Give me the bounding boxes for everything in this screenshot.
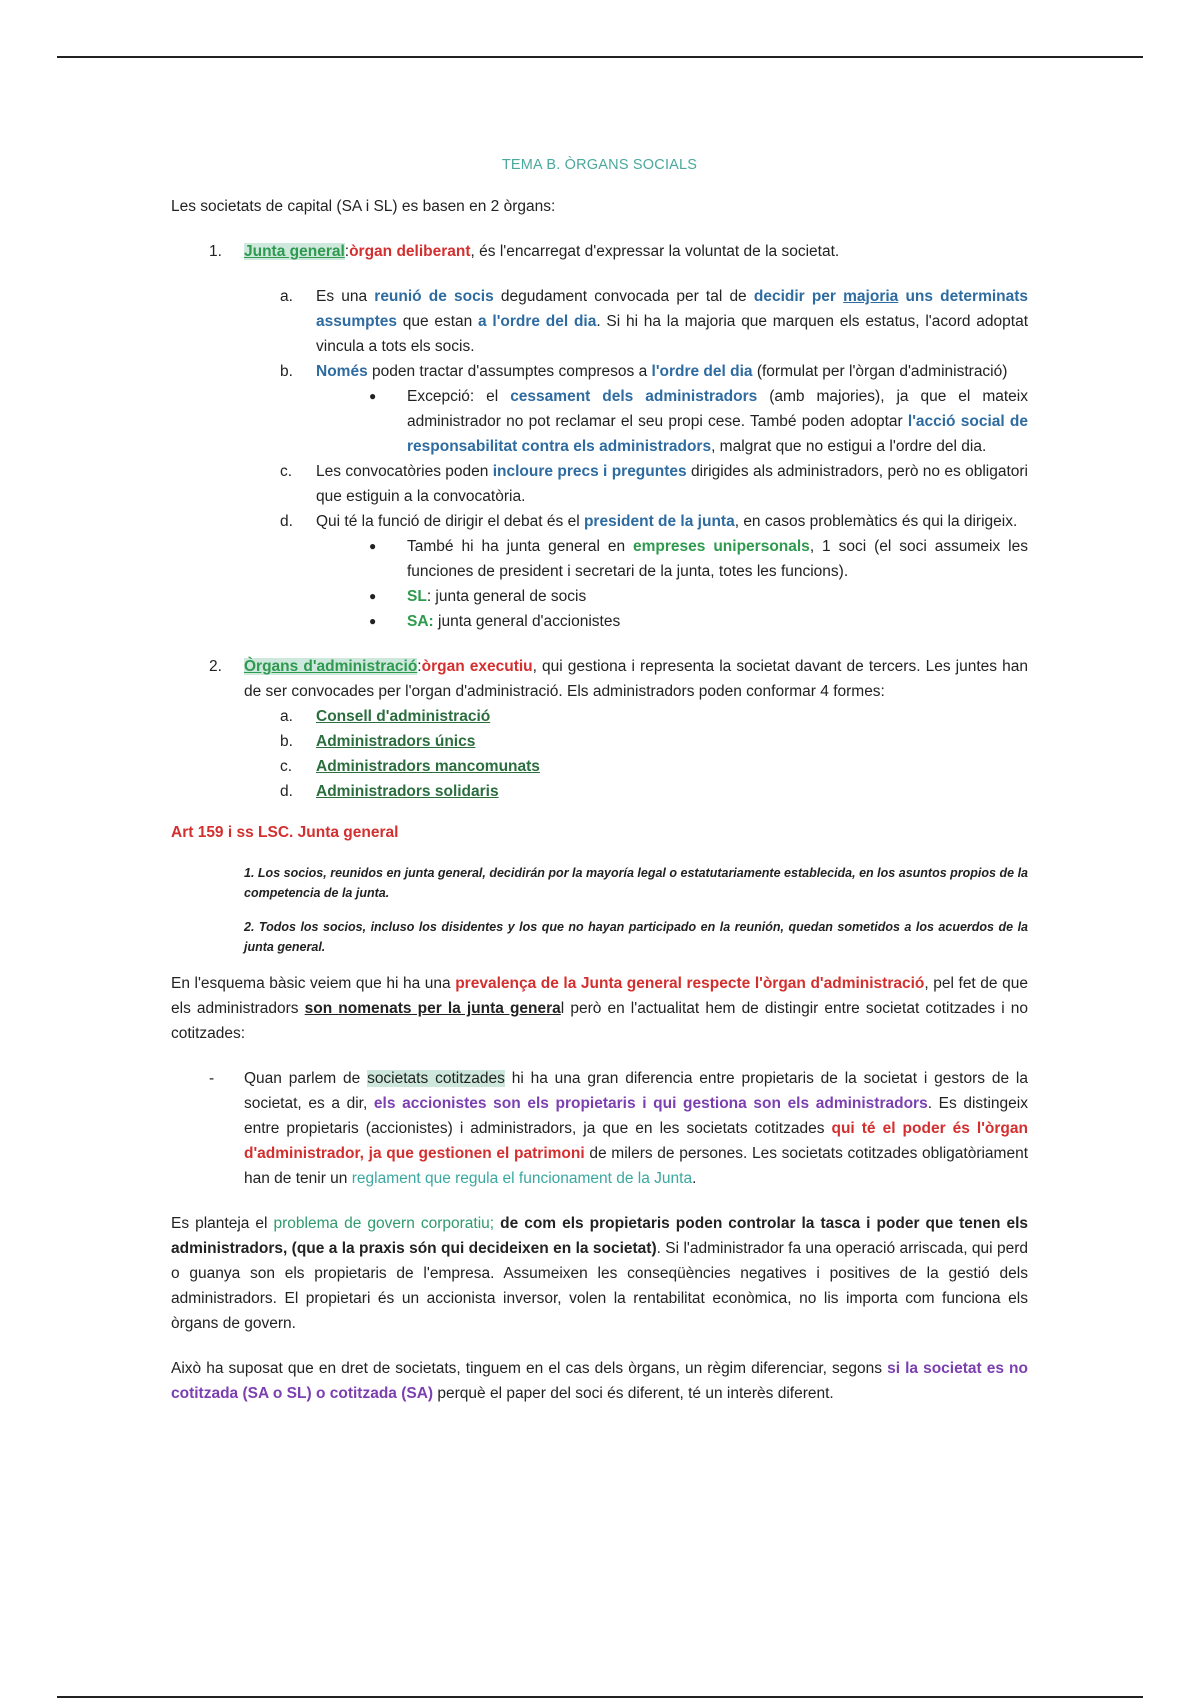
- form-item: d. Administradors solidaris: [280, 783, 499, 800]
- page-title: TEMA B. ÒRGANS SOCIALS: [501, 157, 698, 173]
- paragraph-prevalenca: En l'esquema bàsic veiem que hi ha una prevalença de la Junta general respecte l'òrgan d'administració, pel fet de que els administradors son nomenats per la junta general però en l'actualitat hem de distingir entre societat cotitzades i no cotitzades:: [171, 975, 1028, 1042]
- list-item-d: d. Qui té la funció de dirigir el debat és el president de la junta, en casos problemàtics és qui la dirigeix.: [280, 513, 1018, 530]
- list-item-junta-general: 1. Junta general:òrgan deliberant, és l'encarregat d'expressar la voluntat de la societat.: [171, 239, 1028, 264]
- document-page: [171, 150, 1028, 1406]
- bullet-icon: ●: [369, 614, 377, 628]
- paragraph-govern-corporatiu: Es planteja el problema de govern corporatiu; de com els propietaris poden controlar la tasca i poder que tenen els administradors, (que a la praxis són qui decideixen en la societat). Si l'administrador fa una operació arriscada, qui perd o guanya son els propietaris de l'empresa. Assumeixen les conseqüències negatives i positives de la gestió dels administradors. El propietari és un accionista inversor, volen la rentabilitat econòmica, no lis importa com funciona els òrgans de govern.: [171, 1215, 1029, 1332]
- form-item: a. Consell d'administració: [280, 708, 491, 725]
- list-item-a: a. Es una reunió de socis degudament convocada per tal de decidir per majoria uns determinats assumptes que estan a l'ordre del dia. Si hi ha la majoria que marquen els estatus, l'acord adoptat vincula a tots els socis.: [280, 288, 1029, 355]
- intro-paragraph: Les societats de capital (SA i SL) es basen en 2 òrgans:: [171, 198, 556, 215]
- list-item-c: c. Les convocatòries poden incloure precs i preguntes dirigides als administradors, però no es obligatori que estiguin a la convocatòria.: [280, 463, 1028, 505]
- legal-quote-1: 1. Los socios, reunidos en junta general, decidirán por la mayoría legal o estatutariamente establecida, en los asuntos propios de la competencia de la junta.: [244, 866, 1028, 900]
- dash-item-societats-cotitzades: - Quan parlem de societats cotitzades hi ha una gran diferencia entre propietaris de la societat i gestors de la societat, es a dir, els accionistes son els propietaris i qui gestiona son els administradors. Es distingeix entre propietaris (accionistes) i administradors, ja que en les societats cotitzades qui té el poder és l'òrgan d'administrador, ja que gestionen el patrimoni de milers de persones. Les societats cotitzades obligatòriament han de tenir un reglament que regula el funcionament de la Junta.: [209, 1070, 1029, 1187]
- bullet-unipersonals: ● També hi ha junta general en empreses unipersonals, 1 soci (el soci assumeix les funciones de president i secretari de la junta, totes les funcions).: [171, 534, 1028, 584]
- section-heading-art-159: Art 159 i ss LSC. Junta general: [171, 824, 399, 841]
- header-rule: [57, 56, 1143, 58]
- bullet-icon: ●: [369, 389, 377, 403]
- list-number: 1.: [209, 243, 222, 260]
- list-item-organs-administracio: 2. Òrgans d'administració:òrgan executiu, qui gestiona i representa la societat davant de tercers. Les juntes han de ser convocades per l'organ d'administració. Els administradors poden conformar 4 formes:: [209, 658, 1028, 700]
- bullet-icon: ●: [369, 589, 377, 603]
- bullet-excepcio: ● Excepció: el cessament dels administradors (amb majories), ja que el mateix administrador no pot reclamar el seu propi cese. També poden adoptar l'acció social de responsabilitat contra els administradors, malgrat que no estigui a l'ordre del dia.: [171, 384, 1028, 459]
- list-item-b: b. Només poden tractar d'assumptes compresos a l'ordre del dia (formulat per l'òrgan d'administració): [280, 363, 1008, 380]
- bullet-sa: ● SA: junta general d'accionistes: [171, 609, 1028, 634]
- tag-organ-deliberant: òrgan deliberant: [349, 243, 471, 260]
- bullet-sl: ● SL: junta general de socis: [171, 584, 1028, 609]
- legal-quote-2: 2. Todos los socios, incluso los disidentes y los que no hayan participado en la reunión, quedan sometidos a los acuerdos de la junta general.: [244, 920, 1028, 954]
- bullet-icon: ●: [369, 539, 377, 553]
- tag-organ-executiu: òrgan executiu: [421, 658, 533, 675]
- footer-rule: [57, 1696, 1143, 1698]
- form-item: b. Administradors únics: [280, 733, 476, 750]
- term-junta-general: Junta general: [244, 243, 345, 260]
- form-item: c. Administradors mancomunats: [280, 758, 540, 775]
- term-organs-administracio: Òrgans d'administració: [244, 658, 418, 675]
- paragraph-regim-diferenciar: Això ha suposat que en dret de societats, tinguem en el cas dels òrgans, un règim diferenciar, segons si la societat es no cotitzada (SA o SL) o cotitzada (SA) perquè el paper del soci és diferent, té un interès diferent.: [171, 1360, 1028, 1402]
